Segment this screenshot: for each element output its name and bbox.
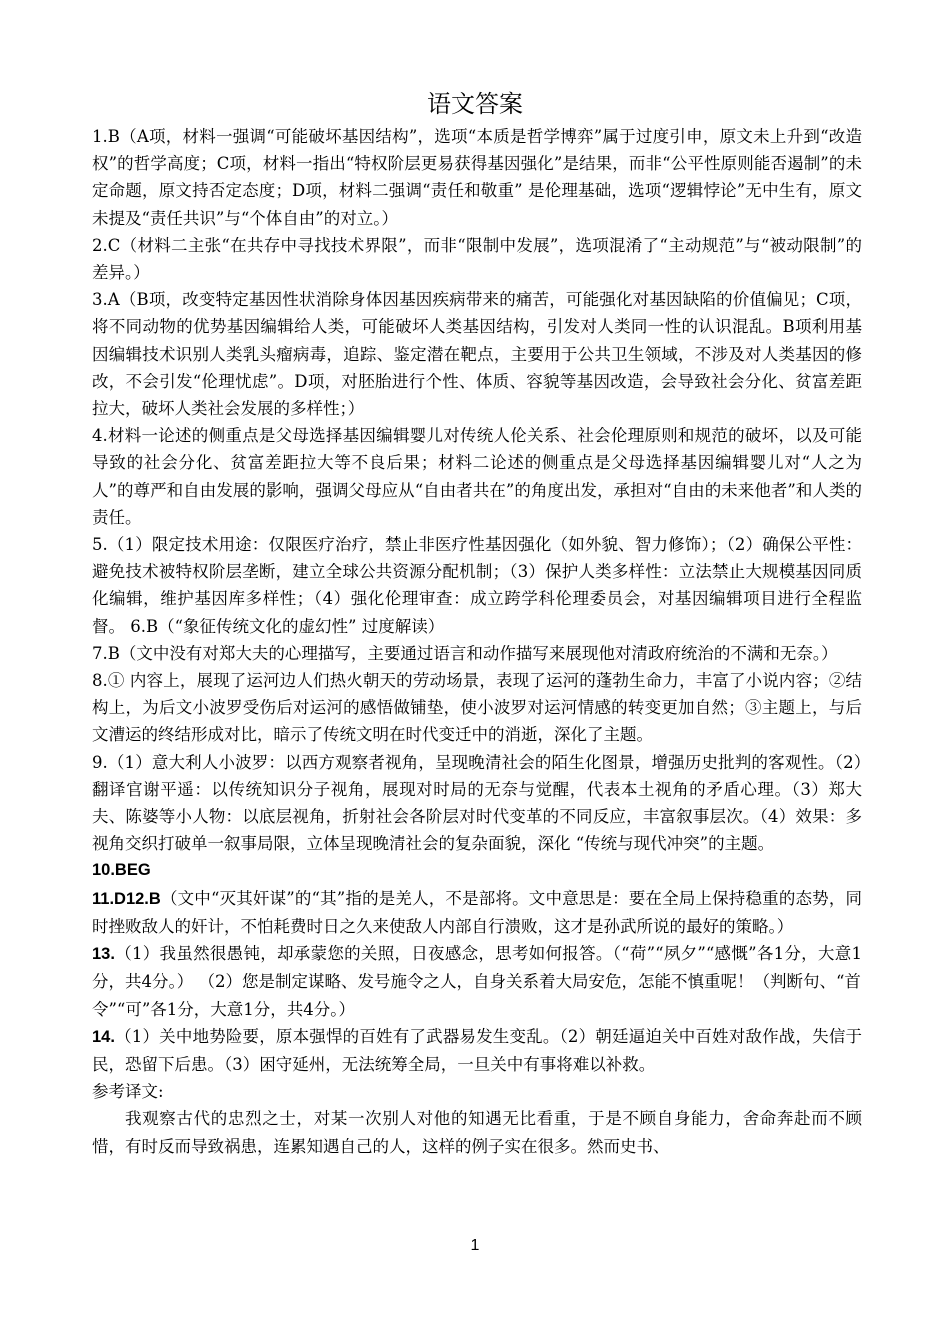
page-number: 1 (470, 1237, 480, 1254)
answer-q13 (92, 940, 862, 995)
answer-q8: 8.① 内容上，展现了运河边人们热火朝天的劳动场景，表现了运河的蓬勃生命力，丰富了小说内容；②结构上，为后文小波罗受伤后对运河的感悟做铺垫，使小波罗对运河情感的转变更加自然；③主题上，与后文漕运的终结形成对比，暗示了传统文明在时代变迁中的消逝，深化了主题。 (92, 671, 862, 745)
answer-q2: 2.C（材料二主张“在共存中寻找技术界限”，而非“限制中发展”，选项混淆了“主动规范”与“被动限制”的差异。） (92, 235, 862, 283)
answer-q14-text: （1）关中地势险要，原本强悍的百姓有了武器易发生变乱。（2）朝廷逼迫关中百姓对敌作战，失信于民，恐留下后患。（3）困守延州，无法统筹全局，一旦关中有事将难以补救。 (92, 1026, 862, 1074)
answer-q7: 7.B（文中没有对郑大夫的心理描写，主要通过语言和动作描写来展现他对清政府统治的不满和无奈。） (92, 643, 838, 663)
answer-q5-q6: 5.（1）限定技术用途：仅限医疗治疗，禁止非医疗性基因强化（如外貌、智力修饰）；（2）确保公平性：避免技术被特权阶层垄断，建立全球公共资源分配机制；（3）保护人类多样性：立法禁止大规模基因同质化编辑，维护基因库多样性；（4）强化伦理审查：成立跨学科伦理委员会，对基因编辑项目进行全程监督。 6.B（“象征传统文化的虚幻性” 过度解读） (92, 535, 862, 636)
answer-q1: 1.B（A项，材料一强调“可能破坏基因结构”，选项“本质是哲学博弈”属于过度引申，原文未上升到“改造权”的哲学高度；C项，材料一指出“特权阶层更易获得基因强化”是结果，而非“公平性原则能否遏制”的未定命题，原文持否定态度；D项，材料二强调“责任和敬重” 是伦理基础，选项“逻辑悖论”无中生有，原文未提及“责任共识”与“个体自由”的对立。） (92, 127, 862, 228)
answer-q14 (92, 1023, 862, 1078)
answer-q13-text-a: （1）我虽然很愚钝，却承蒙您的关照，日夜感念，思考如何报答。（“荷”“夙夕”“感慨”各1分，大意1分，共4分。） （2）您是制定谋略、发号施令之人，自身关系着大局安危，怎能不慎重呢！（判断句、“首 (92, 944, 862, 992)
answer-q4: 4.材料一论述的侧重点是父母选择基因编辑婴儿对传统人伦关系、社会伦理原则和规范的破坏，以及可能导致的社会分化、贫富差距拉大等不良后果；材料二论述的侧重点是父母选择基因编辑婴儿对“人之为人”的尊严和自由发展的影响，强调父母应从“自由者共在”的角度出发，承担对“自由的未来他者”和人类的责任。 (92, 426, 862, 527)
answer-q3: 3.A（B项，改变特定基因性状消除身体因基因疾病带来的痛苦，可能强化对基因缺陷的价值偏见；C项，将不同动物的优势基因编辑给人类，可能破坏人类基因结构，引发对人类同一性的认识混乱。B项利用基因编辑技术识别人类乳头瘤病毒，追踪、鉴定潜在靶点，主要用于公共卫生领域，不涉及对人类基因的修改，不会引发“伦理忧虑”。D项，对胚胎进行个性、体质、容貌等基因改造，会导致社会分化、贫富差距拉大，破坏人类社会发展的多样性；） (92, 290, 862, 419)
answer-q10: 10.BEG (92, 861, 151, 880)
answer-q12-text: （文中“灭其奸谋”的“其”指的是羌人，不是部将。文中意思是：要在全局上保持稳重的态势，同时挫败敌人的奸计，不怕耗费时日之久来使敌人内部自行溃败，这才是孙武所说的最好的策略。） (92, 888, 862, 936)
answer-q13-label: 13. (92, 945, 115, 964)
answer-q11-q12 (92, 885, 862, 940)
document-title: 语文答案 (427, 90, 523, 118)
answer-q14-label: 14. (92, 1027, 115, 1046)
answer-q9: 9.（1）意大利人小波罗：以西方观察者视角，呈现晚清社会的陌生化图景，增强历史批判的客观性。（2）翻译官谢平遥：以传统知识分子视角，展现对时局的无奈与觉醒，代表本土视角的矛盾心理。（3）郑大夫、陈婆等小人物：以底层视角，折射社会各阶层对时代变革的不同反应，丰富叙事层次。（4）效果：多视角交织打破单一叙事局限，立体呈现晚清社会的复杂面貌，深化 “传统与现代冲突”的主题。 (92, 752, 862, 854)
answer-q13-continued: 令”“可”各1分，大意1分，共4分。） (92, 999, 356, 1019)
reference-translation-text: 我观察古代的忠烈之士，对某一次别人对他的知遇无比看重，于是不顾自身能力，舍命奔赴而不顾惜，有时反而导致祸患，连累知遇自己的人，这样的例子实在很多。然而史书、 (92, 1109, 862, 1156)
answer-body (92, 123, 862, 1160)
answer-q11-q12-label: 11.D12.B (92, 889, 161, 908)
reference-translation-label: 参考译文: (92, 1082, 164, 1102)
